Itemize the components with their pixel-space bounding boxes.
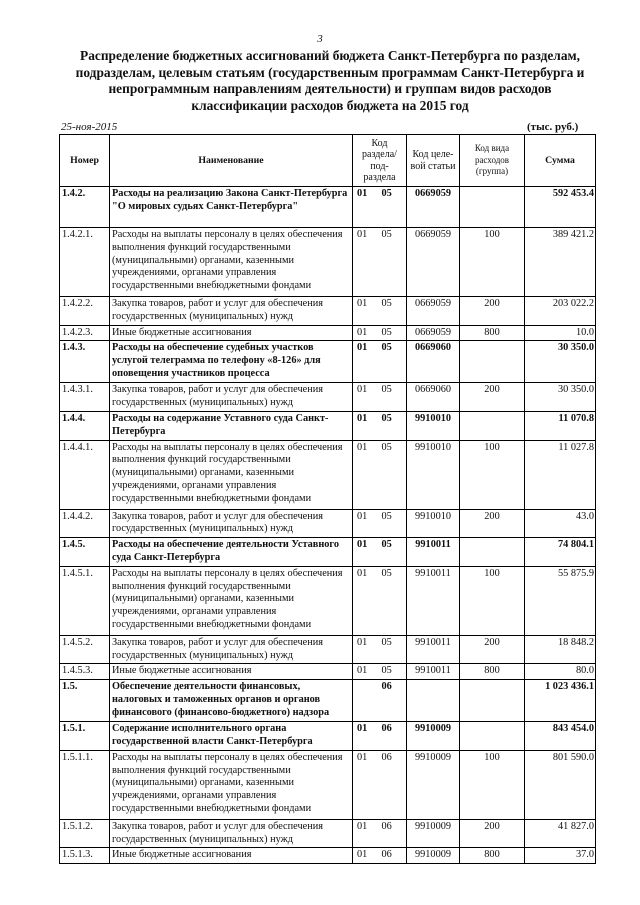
row-target-code: 0669060 [407,383,460,412]
row-target-code: 9910011 [407,566,460,635]
row-sum: 30 350.0 [525,383,596,412]
table-row [60,819,596,848]
row-section-code: 01 [353,509,380,538]
table-row [60,411,596,440]
row-section-code: 01 [353,383,380,412]
row-name: Закупка товаров, работ и услуг для обеспечения государственных (муниципальных) нужд [110,635,353,664]
row-target-code: 0669060 [407,341,460,383]
row-subsection-code: 06 [380,722,407,751]
row-number: 1.4.5.1. [60,566,110,635]
row-target-code: 9910009 [407,848,460,864]
row-sum: 30 350.0 [525,341,596,383]
row-target-code: 9910010 [407,411,460,440]
row-target-code: 9910011 [407,538,460,567]
row-section-code: 01 [353,228,380,297]
row-expense-type-code: 800 [460,848,525,864]
row-sum: 55 875.9 [525,566,596,635]
table-header-row [60,135,596,187]
table-row [60,722,596,751]
header-section-code: Код раздела/ под-раздела [353,135,407,187]
table-row [60,680,596,722]
header-number: Номер [60,135,110,187]
row-expense-type-code: 100 [460,228,525,297]
row-name: Расходы на выплаты персоналу в целях обеспечения выполнения функций государственными (муниципальными) органами, казенными учреждениями, органами управления государственными внебюджетными фондами [110,228,353,297]
row-number: 1.4.2.3. [60,325,110,341]
row-number: 1.5.1.2. [60,819,110,848]
row-name: Расходы на выплаты персоналу в целях обеспечения выполнения функций государственными (муниципальными) органами, казенными учреждениями, органами управления государственными внебюджетными фондами [110,440,353,509]
row-target-code: 9910010 [407,440,460,509]
row-target-code: 9910009 [407,750,460,819]
units-label: (тыс. руб.) [527,121,579,133]
table-row [60,325,596,341]
row-subsection-code: 06 [380,848,407,864]
row-subsection-code: 05 [380,664,407,680]
row-number: 1.4.5.3. [60,664,110,680]
row-expense-type-code [460,680,525,722]
row-sum: 1 023 436.1 [525,680,596,722]
row-subsection-code: 05 [380,383,407,412]
row-expense-type-code [460,538,525,567]
row-number: 1.4.2. [60,187,110,228]
header-sum: Сумма [525,135,596,187]
row-subsection-code: 05 [380,228,407,297]
row-expense-type-code [460,411,525,440]
row-subsection-code: 05 [380,341,407,383]
row-sum: 592 453.4 [525,187,596,228]
table-row [60,341,596,383]
row-sum: 18 848.2 [525,635,596,664]
row-expense-type-code: 200 [460,383,525,412]
row-section-code: 01 [353,819,380,848]
row-name: Закупка товаров, работ и услуг для обеспечения государственных (муниципальных) нужд [110,297,353,326]
row-section-code: 01 [353,566,380,635]
row-target-code: 0669059 [407,228,460,297]
row-expense-type-code [460,187,525,228]
row-sum: 37.0 [525,848,596,864]
row-section-code: 01 [353,187,380,228]
row-subsection-code: 05 [380,509,407,538]
row-expense-type-code [460,722,525,751]
page-number: 3 [317,33,323,45]
table-row [60,848,596,864]
row-sum: 801 590.0 [525,750,596,819]
row-sum: 11 070.8 [525,411,596,440]
row-section-code: 01 [353,750,380,819]
row-section-code: 01 [353,297,380,326]
row-name: Иные бюджетные ассигнования [110,848,353,864]
row-name: Закупка товаров, работ и услуг для обеспечения государственных (муниципальных) нужд [110,819,353,848]
row-name: Расходы на содержание Уставного суда Санкт-Петербурга [110,411,353,440]
row-subsection-code: 05 [380,635,407,664]
row-sum: 389 421.2 [525,228,596,297]
row-subsection-code: 05 [380,566,407,635]
row-sum: 843 454.0 [525,722,596,751]
row-target-code: 9910011 [407,635,460,664]
row-expense-type-code: 800 [460,325,525,341]
row-number: 1.4.4.2. [60,509,110,538]
row-subsection-code: 05 [380,538,407,567]
row-name: Закупка товаров, работ и услуг для обеспечения государственных (муниципальных) нужд [110,383,353,412]
row-section-code [353,680,380,722]
row-name: Расходы на выплаты персоналу в целях обеспечения выполнения функций государственными (муниципальными) органами, казенными учреждениями, органами управления государственными внебюджетными фондами [110,750,353,819]
row-name: Иные бюджетные ассигнования [110,664,353,680]
row-expense-type-code: 200 [460,509,525,538]
row-section-code: 01 [353,411,380,440]
row-target-code: 0669059 [407,297,460,326]
row-expense-type-code: 200 [460,635,525,664]
row-section-code: 01 [353,538,380,567]
table-row [60,297,596,326]
table-row [60,509,596,538]
row-subsection-code: 05 [380,325,407,341]
row-section-code: 01 [353,325,380,341]
table-row [60,635,596,664]
row-target-code: 0669059 [407,187,460,228]
row-name: Расходы на обеспечение судебных участков услугой телеграмма по телефону «8-126» для оповещения участников процесса [110,341,353,383]
table-body [60,187,596,864]
table-row [60,187,596,228]
row-name: Расходы на выплаты персоналу в целях обеспечения выполнения функций государственными (муниципальными) органами, казенными учреждениями, органами управления государственными внебюджетными фондами [110,566,353,635]
row-number: 1.5.1. [60,722,110,751]
row-section-code: 01 [353,440,380,509]
row-target-code: 0669059 [407,325,460,341]
row-subsection-code: 06 [380,750,407,819]
row-expense-type-code [460,341,525,383]
row-expense-type-code: 100 [460,750,525,819]
row-number: 1.4.4.1. [60,440,110,509]
table-row [60,664,596,680]
row-target-code [407,680,460,722]
document-title: Распределение бюджетных ассигнований бюджета Санкт-Петербурга по разделам, подразделам, целевым статьям (государственным программам Санкт-Петербурга и непрограммным направлениям деятельности) и группам видов расходов классификации расходов бюджета на 2015 год [75,48,585,113]
document-date: 25-ноя-2015 [61,121,118,133]
row-sum: 41 827.0 [525,819,596,848]
row-target-code: 9910010 [407,509,460,538]
row-subsection-code: 05 [380,297,407,326]
row-expense-type-code: 200 [460,819,525,848]
row-section-code: 01 [353,341,380,383]
table-row [60,383,596,412]
row-sum: 11 027.8 [525,440,596,509]
row-name: Иные бюджетные ассигнования [110,325,353,341]
row-name: Обеспечение деятельности финансовых, налоговых и таможенных органов и органов финансового (финансово-бюджетного) надзора [110,680,353,722]
row-name: Содержание исполнительного органа государственной власти Санкт-Петербурга [110,722,353,751]
row-section-code: 01 [353,848,380,864]
header-expense-type-code: Код вида расходов (группа) [460,135,525,187]
row-name: Расходы на реализацию Закона Санкт-Петербурга "О мировых судьях Санкт-Петербурга" [110,187,353,228]
table-row [60,566,596,635]
row-target-code: 9910009 [407,722,460,751]
row-expense-type-code: 100 [460,566,525,635]
row-number: 1.5. [60,680,110,722]
row-number: 1.4.5. [60,538,110,567]
row-subsection-code: 05 [380,411,407,440]
row-section-code: 01 [353,722,380,751]
row-expense-type-code: 200 [460,297,525,326]
row-number: 1.4.2.2. [60,297,110,326]
row-number: 1.5.1.1. [60,750,110,819]
budget-table [59,134,596,864]
row-subsection-code: 05 [380,187,407,228]
row-number: 1.4.3.1. [60,383,110,412]
row-number: 1.4.2.1. [60,228,110,297]
row-subsection-code: 06 [380,680,407,722]
table-row [60,538,596,567]
row-name: Закупка товаров, работ и услуг для обеспечения государственных (муниципальных) нужд [110,509,353,538]
row-section-code: 01 [353,664,380,680]
row-number: 1.4.5.2. [60,635,110,664]
row-sum: 203 022.2 [525,297,596,326]
row-name: Расходы на обеспечение деятельности Уставного суда Санкт-Петербурга [110,538,353,567]
row-sum: 74 804.1 [525,538,596,567]
row-expense-type-code: 800 [460,664,525,680]
table-row [60,228,596,297]
row-target-code: 9910011 [407,664,460,680]
row-expense-type-code: 100 [460,440,525,509]
row-sum: 80.0 [525,664,596,680]
header-name: Наименование [110,135,353,187]
row-number: 1.5.1.3. [60,848,110,864]
table-row [60,750,596,819]
row-section-code: 01 [353,635,380,664]
row-number: 1.4.4. [60,411,110,440]
row-subsection-code: 05 [380,440,407,509]
row-sum: 43.0 [525,509,596,538]
row-sum: 10.0 [525,325,596,341]
row-number: 1.4.3. [60,341,110,383]
table-row [60,440,596,509]
row-subsection-code: 06 [380,819,407,848]
row-target-code: 9910009 [407,819,460,848]
header-target-code: Код целе-вой статьи [407,135,460,187]
